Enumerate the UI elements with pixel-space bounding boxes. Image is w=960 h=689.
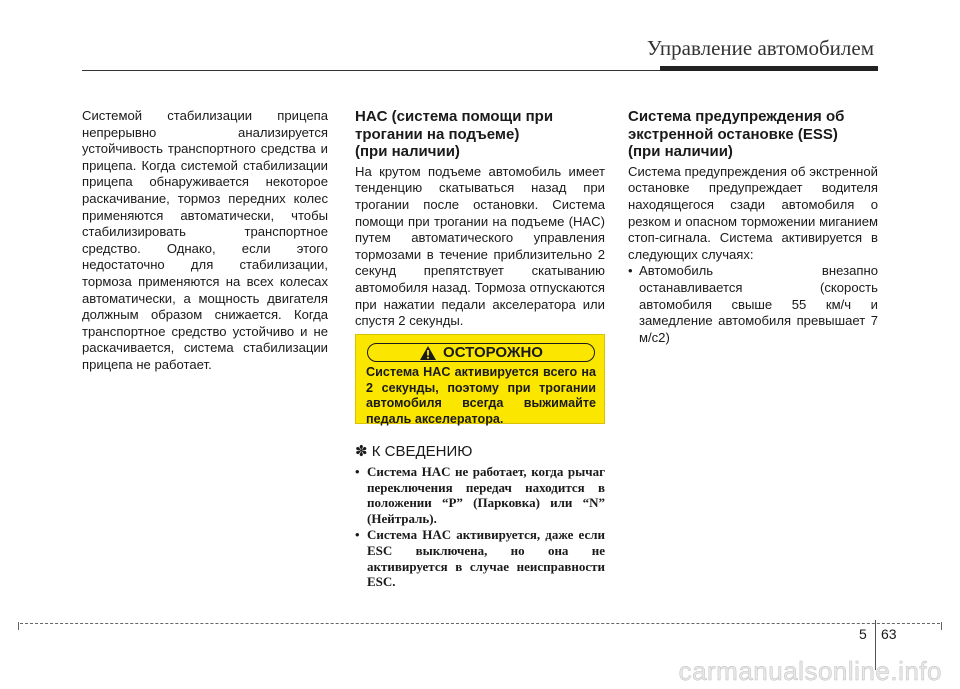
hac-heading <box>355 108 605 161</box>
trailer-stability-paragraph: Системой стабилизации прицепа непрерывно анализируется устойчивость транспортного средства и прицепа. Когда системой стабилизации прицепа обнаруживается некоторое раскачивание, тормоз передних колес применяются автоматически, чтобы стабилизировать транспортное средство. Однако, если этого недостаточно для стабилизации, тормоза применяются на всех колесах автоматически, а мощность двигателя должным образом снижается. Когда транспортное средство устойчиво и не раскачивается, система стабилизации прицепа не работает. <box>82 108 328 372</box>
chapter-number: 5 <box>859 626 867 642</box>
caution-title <box>367 343 595 362</box>
header-rule-accent <box>660 66 878 71</box>
ess-heading <box>628 108 878 161</box>
watermark: carmanualsonline.info <box>678 656 942 686</box>
info-heading <box>355 444 605 460</box>
info-item <box>355 527 605 590</box>
bullet-icon: • <box>355 526 360 542</box>
footer-rule <box>20 623 940 624</box>
hac-heading-line1: HAC (система помощи при <box>355 108 554 125</box>
info-heading-text: К СВЕДЕНИЮ <box>371 443 473 460</box>
info-item-text: Система HAC активируется, даже если ESC выключена, но она не активируется в случае неисправности ESC. <box>367 526 605 590</box>
asterisk-icon: ✽ <box>355 443 368 460</box>
hac-paragraph: На крутом подъеме автомобиль имеет тенденцию скатываться назад при трогании после остановки. Система помощи при трогании на подъеме (HAC) путем автоматического управления тормозами в течение приблизительно 2 секунд препятствует скатыванию автомобиля назад. Тормоза отпускаются при нажатии педали акселератора или спустя 2 секунды. <box>355 163 605 329</box>
ess-heading-line1: Система предупреждения об <box>628 108 845 125</box>
page-number: 63 <box>881 626 897 642</box>
caution-title-text: ОСТОРОЖНО <box>443 344 543 361</box>
hac-heading-line3: (при наличии) <box>355 143 460 161</box>
hac-heading-line2: трогании на подъеме) <box>355 125 520 143</box>
info-note <box>355 444 605 590</box>
warning-triangle-icon <box>419 345 437 361</box>
column-ess <box>628 108 878 346</box>
bullet-icon: • <box>355 463 360 479</box>
caution-box <box>355 334 605 424</box>
ess-heading-line2: экстренной остановке (ESS) <box>628 125 838 143</box>
crop-mark <box>941 622 942 630</box>
bullet-icon: • <box>628 263 633 279</box>
column-trailer-stability <box>82 108 328 374</box>
crop-mark <box>18 622 19 630</box>
ess-bullet-text: Автомобиль внезапно останавливается (скорость автомобиля свыше 55 км/ч и замедление автомобиля превышает 7 м/с2) <box>639 263 878 345</box>
ess-paragraph: Система предупреждения об экстренной остановке предупреждает водителя находящегося сзади автомобиля о резком и опасном торможении миганием стоп-сигнала. Система активируется в следующих случаях: <box>628 163 878 262</box>
column-hac <box>355 108 605 330</box>
section-title: Управление автомобилем <box>646 36 874 60</box>
ess-heading-line3: (при наличии) <box>628 143 733 161</box>
info-item <box>355 464 605 527</box>
info-item-text: Система HAC не работает, когда рычаг переключения передач находится в положении “P” (Парковка) или “N” (Нейтраль). <box>367 463 605 527</box>
caution-text: Система HAC активируется всего на 2 секунды, поэтому при трогании автомобиля всегда выжимайте педаль акселератора. <box>366 365 596 426</box>
ess-bullet <box>628 263 878 346</box>
